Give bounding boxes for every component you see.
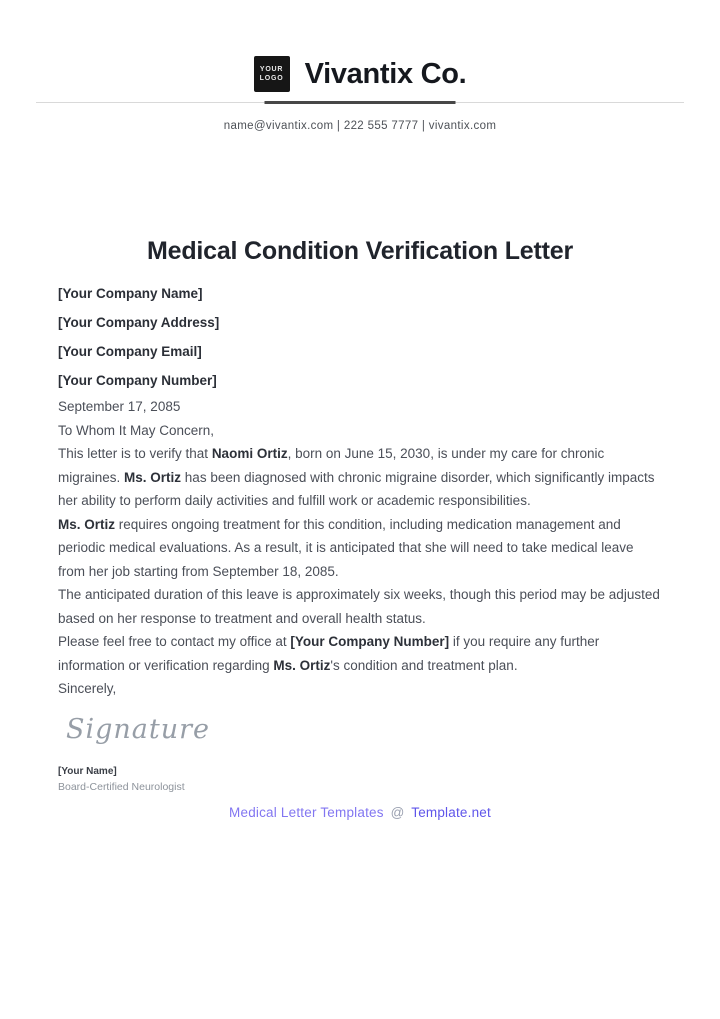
paragraph-diagnosis: This letter is to verify that Naomi Ortiz, born on June 15, 2030, is under my care for chronic migraines. Ms. Ortiz has been diagnosed with chronic migraine disorder, which significantly impacts her ability to perform daily activities and fulfill work or academic responsibilities. <box>58 446 655 508</box>
letter-body <box>58 395 662 701</box>
contact-info: name@vivantix.com | 222 555 7777 | vivantix.com <box>223 120 497 132</box>
footer-link-medical-letter-templates[interactable]: Medical Letter Templates <box>229 805 384 820</box>
logo-text-line1: YOUR <box>259 65 284 73</box>
paragraph-contact: Please feel free to contact my office at [Your Company Number] if you require any further information or verification regarding Ms. Ortiz's condition and treatment plan. <box>58 634 600 673</box>
company-name-placeholder: [Your Company Name] <box>58 286 203 301</box>
logo-text-line2: LOGO <box>259 75 284 82</box>
company-address-placeholder: [Your Company Address] <box>58 315 220 330</box>
footer-attribution <box>0 805 720 820</box>
paragraph-treatment: Ms. Ortiz requires ongoing treatment for this condition, including medication management and periodic medical evaluations. As a result, it is anticipated that she will need to take medical leave from her job starting from September 18, 2085. <box>58 516 634 579</box>
letter-closing: Sincerely, <box>58 681 117 696</box>
company-number-placeholder: [Your Company Number] <box>58 373 217 388</box>
letter-salutation: To Whom It May Concern, <box>58 422 215 438</box>
footer-separator: @ <box>390 805 405 820</box>
company-name: Vivantix Co. <box>304 57 467 90</box>
footer-link-template-net[interactable]: Template.net <box>411 805 491 820</box>
company-fields <box>58 279 662 395</box>
company-email-placeholder: [Your Company Email] <box>58 344 202 359</box>
letterhead-brand-row <box>0 56 720 92</box>
company-logo-icon <box>254 56 290 92</box>
signature-image: Signature <box>66 713 211 745</box>
divider-dark-segment <box>265 101 456 104</box>
letterhead-divider <box>0 101 720 104</box>
letter-date: September 17, 2085 <box>58 399 181 414</box>
letterhead <box>0 0 720 132</box>
paragraph-duration: The anticipated duration of this leave is approximately six weeks, though this period may be adjusted based on her response to treatment and overall health status. <box>58 587 660 626</box>
letter-content <box>58 237 662 793</box>
signer-title: Board-Certified Neurologist <box>58 780 185 793</box>
signer-name-placeholder: [Your Name] <box>58 765 117 777</box>
letter-title: Medical Condition Verification Letter <box>147 237 573 265</box>
